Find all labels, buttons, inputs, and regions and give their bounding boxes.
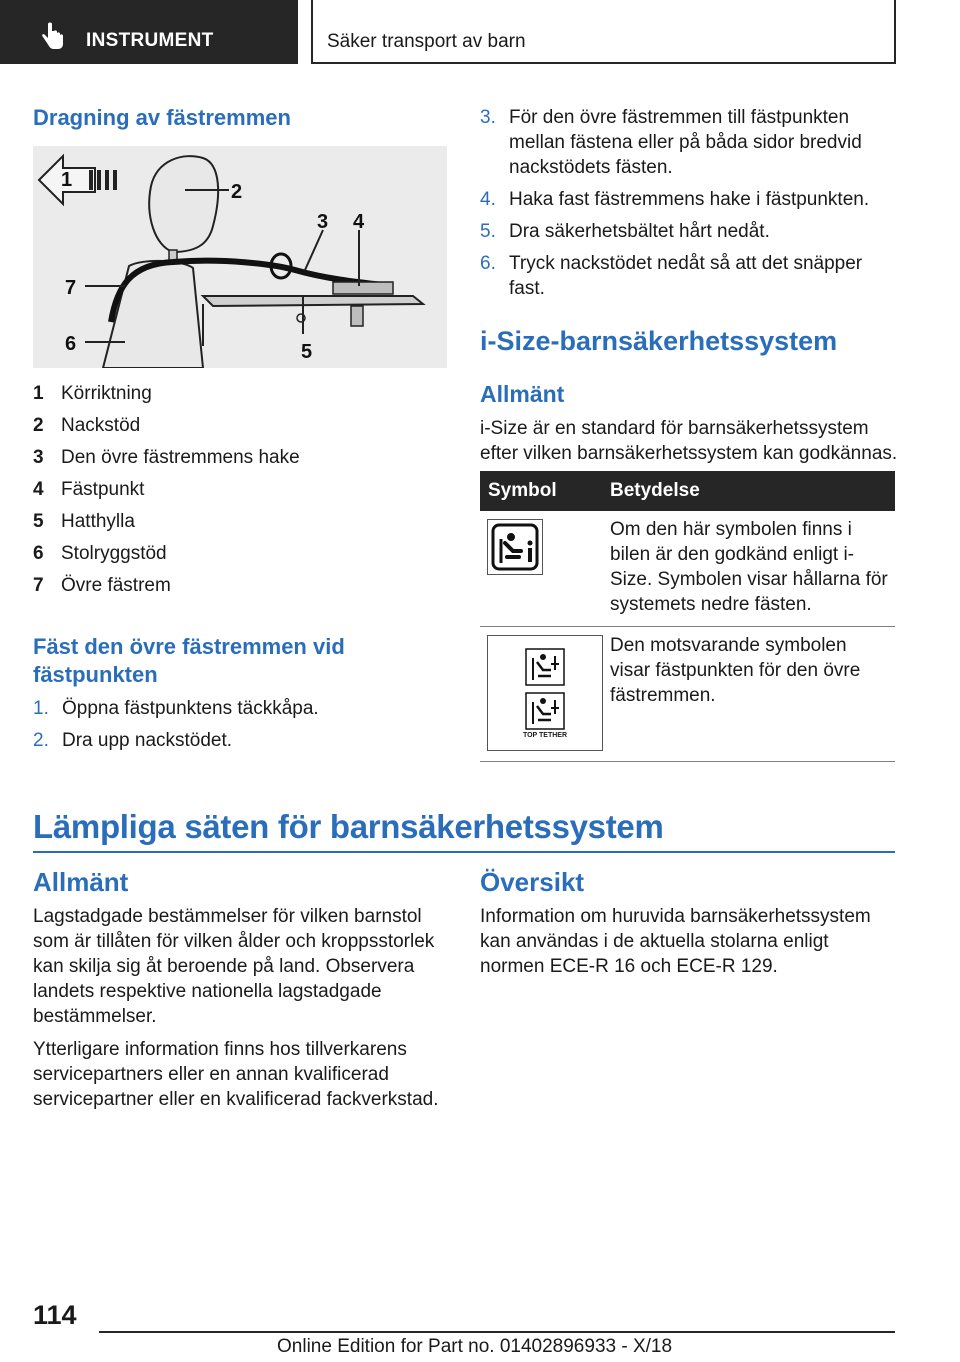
legend-item: 7 Övre fästrem (33, 575, 171, 596)
heading-dragning: Dragning av fästremmen (33, 105, 291, 130)
step-item: 2. Dra upp nackstödet. (33, 730, 233, 751)
figure-label-4: 4 (353, 211, 365, 233)
step-item: 4. Haka fast fästremmens hake i fästpunkten. (480, 189, 870, 210)
section-tab[interactable] (311, 0, 896, 64)
figure-label-1: 1 (61, 169, 73, 191)
step-item: 3. För den övre fästremmen till fästpunkten mellan fästena eller på båda sidor bredvid nackstödets fästen. (480, 107, 862, 178)
step-item: 1. Öppna fästpunktens täckkåpa. (33, 698, 319, 719)
steps-right (480, 105, 895, 308)
heading-fast-line2: fästpunkten (33, 662, 158, 687)
heading-allmant: Allmänt (33, 867, 129, 897)
figure-label-7: 7 (65, 277, 77, 299)
edition-text: Online Edition for Part no. 01402896933 - X/18 (277, 1336, 673, 1357)
chapter-tab[interactable] (0, 0, 298, 64)
section-title: Lämpliga säten för barnsäkerhetssystem (33, 808, 664, 845)
figure-legend (33, 378, 453, 602)
section-label: Säker transport av barn (327, 31, 526, 52)
col-symbol: Symbol (488, 480, 557, 501)
step-item: 6. Tryck nackstödet nedåt så att det snäpper fast. (480, 253, 863, 299)
heading-isize: i-Size-barnsäkerhetssystem (480, 326, 838, 356)
figure-label-2: 2 (231, 181, 243, 203)
chapter-label: INSTRUMENT (86, 30, 214, 51)
legend-item: 3 Den övre fästremmens hake (33, 447, 300, 468)
symbol-table (480, 471, 895, 762)
legend-item: 1 Körriktning (33, 383, 152, 404)
para-allmant-1: Lagstadgade bestämmelser för vilken barnstol som är tillåten för vilken ålder och kroppsstorlek kan skilja sig åt beroende på land. Observera landets respektive nationella lagstadgade bestämmelser. (33, 906, 435, 1027)
heading-allmant-isize: Allmänt (480, 381, 565, 407)
figure-label-3: 3 (317, 211, 329, 233)
section-rule (33, 851, 895, 853)
steps-left (33, 696, 453, 760)
pointing-hand-icon (40, 22, 66, 57)
page-number: 114 (33, 1300, 77, 1330)
col-meaning: Betydelse (610, 480, 700, 501)
isize-symbol-icon (487, 519, 543, 575)
table-row: Om den här symbolen finns i bilen är den godkänd enligt i-Size. Symbolen visar hållarna för systemets nedre fästen. (480, 511, 895, 627)
legend-item: 2 Nackstöd (33, 415, 141, 436)
legend-item: 6 Stolryggstöd (33, 543, 167, 564)
tether-symbols-box (487, 635, 603, 751)
figure-label-6: 6 (65, 333, 77, 355)
top-tether-icon (525, 692, 565, 730)
top-tether-label: TOP TETHER (522, 731, 568, 739)
table-row: TOP TETHER Den motsvarande symbolen visar fästpunkten för den övre fästremmen. (480, 627, 895, 762)
footer-rule (99, 1331, 895, 1333)
table-header (480, 471, 895, 511)
figure-label-5: 5 (301, 341, 313, 363)
legend-item: 5 Hatthylla (33, 511, 135, 532)
tether-strap-figure (33, 146, 447, 368)
para-isize: i-Size är en standard för barnsäkerhetssystem efter vilken barnsäkerhetssystem kan godkännas. (480, 418, 898, 464)
para-allmant-2: Ytterligare information finns hos tillverkarens servicepartners eller en annan kvalificerad servicepartner eller en kvalificerad fackverkstad. (33, 1039, 439, 1110)
heading-oversikt: Översikt (480, 867, 585, 897)
tether-anchor-icon (525, 648, 565, 686)
step-item: 5. Dra säkerhetsbältet hårt nedåt. (480, 221, 770, 242)
para-oversikt: Information om huruvida barnsäkerhetssystem kan användas i de aktuella stolarna enligt normen ECE-R 16 och ECE-R 129. (480, 906, 871, 977)
heading-fast-line1: Fäst den övre fästremmen vid (33, 634, 345, 659)
legend-item: 4 Fästpunkt (33, 479, 145, 500)
